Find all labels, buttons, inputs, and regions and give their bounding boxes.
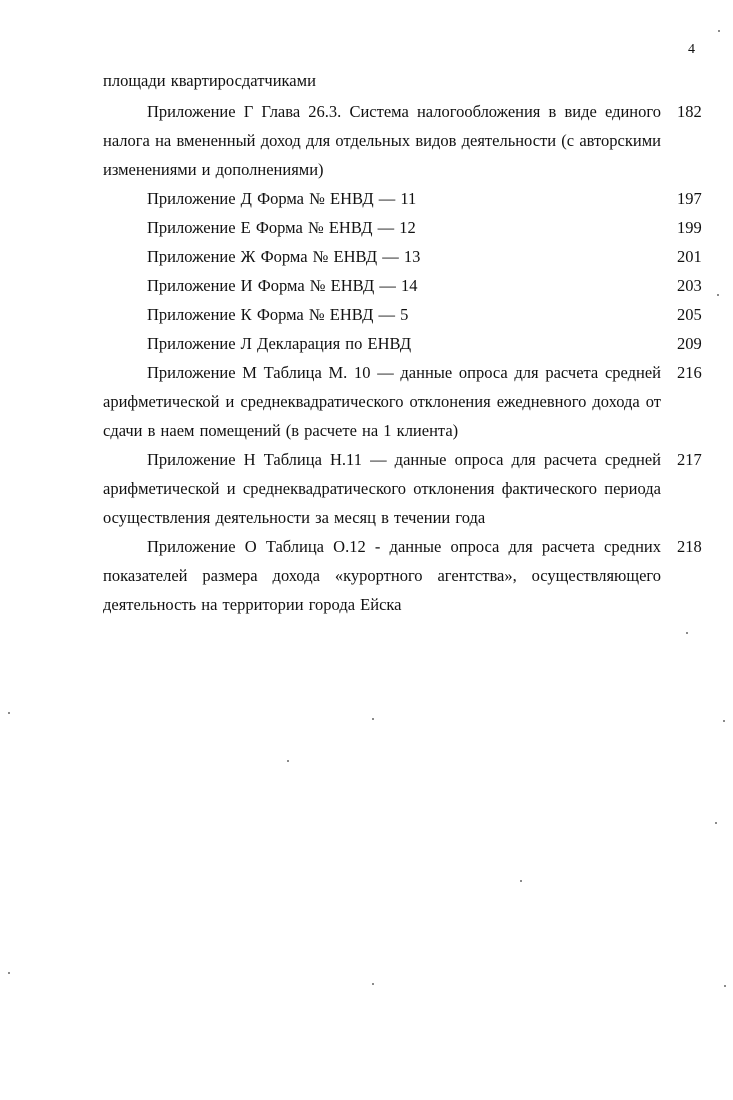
toc-entry-text: Приложение Е Форма № ЕНВД — 12 xyxy=(147,218,416,237)
page-number: 4 xyxy=(688,42,695,57)
toc-entry xyxy=(103,445,703,532)
toc-entry-page: 205 xyxy=(677,305,702,324)
toc-entry-text: Приложение О Таблица О.12 - данные опроса для расчета средних показателей размера дохода «курортного агентства», осуществляющего деятельность на территории города Ейска xyxy=(103,537,661,614)
toc-entry xyxy=(103,271,703,300)
toc-entry-text: Приложение Н Таблица Н.11 — данные опроса для расчета средней арифметической и среднеквадратического отклонения фактического периода осуществления деятельности за месяц в течении года xyxy=(103,450,661,527)
scan-speck xyxy=(686,632,688,634)
scan-speck xyxy=(8,972,10,974)
scan-speck xyxy=(287,760,289,762)
scan-speck xyxy=(372,718,374,720)
toc-entry xyxy=(103,329,703,358)
toc-entry-text: Приложение Л Декларация по ЕНВД xyxy=(147,334,412,353)
toc-entry-text: площади квартиросдатчиками xyxy=(103,71,316,90)
toc-entry xyxy=(103,97,703,184)
scan-speck xyxy=(8,712,10,714)
toc-continuation xyxy=(103,66,703,95)
toc-entry-page: 197 xyxy=(677,189,702,208)
scan-speck xyxy=(723,720,725,722)
scan-speck xyxy=(718,30,720,32)
toc-entry-text: Приложение Ж Форма № ЕНВД — 13 xyxy=(147,247,421,266)
toc-entry xyxy=(103,358,703,445)
scan-speck xyxy=(715,822,717,824)
scan-speck xyxy=(372,983,374,985)
toc-entry-page: 209 xyxy=(677,334,702,353)
toc-entry-page: 201 xyxy=(677,247,702,266)
toc-entry xyxy=(103,532,703,619)
toc-entry-page: 199 xyxy=(677,218,702,237)
toc-entry-text: Приложение Г Глава 26.3. Система налогообложения в виде единого налога на вмененный доход для отдельных видов деятельности (с авторскими изменениями и дополнениями) xyxy=(103,102,661,179)
toc-entry xyxy=(103,213,703,242)
toc-entry-text: Приложение М Таблица М. 10 — данные опроса для расчета средней арифметической и среднеквадратического отклонения ежедневного дохода от сдачи в наем помещений (в расчете на 1 клиента) xyxy=(103,363,661,440)
scan-speck xyxy=(717,294,719,296)
toc-entry-text: Приложение И Форма № ЕНВД — 14 xyxy=(147,276,418,295)
toc-entry-page: 217 xyxy=(677,450,702,469)
toc-entry-text: Приложение К Форма № ЕНВД — 5 xyxy=(147,305,409,324)
toc-entry xyxy=(103,184,703,213)
table-of-contents xyxy=(103,66,703,619)
toc-entry-page: 216 xyxy=(677,363,702,382)
toc-entry-page: 182 xyxy=(677,102,702,121)
toc-entry xyxy=(103,242,703,271)
scan-speck xyxy=(520,880,522,882)
toc-entry-page: 218 xyxy=(677,537,702,556)
toc-entry-page: 203 xyxy=(677,276,702,295)
scan-speck xyxy=(724,985,726,987)
toc-entry-text: Приложение Д Форма № ЕНВД — 11 xyxy=(147,189,417,208)
toc-entry xyxy=(103,300,703,329)
